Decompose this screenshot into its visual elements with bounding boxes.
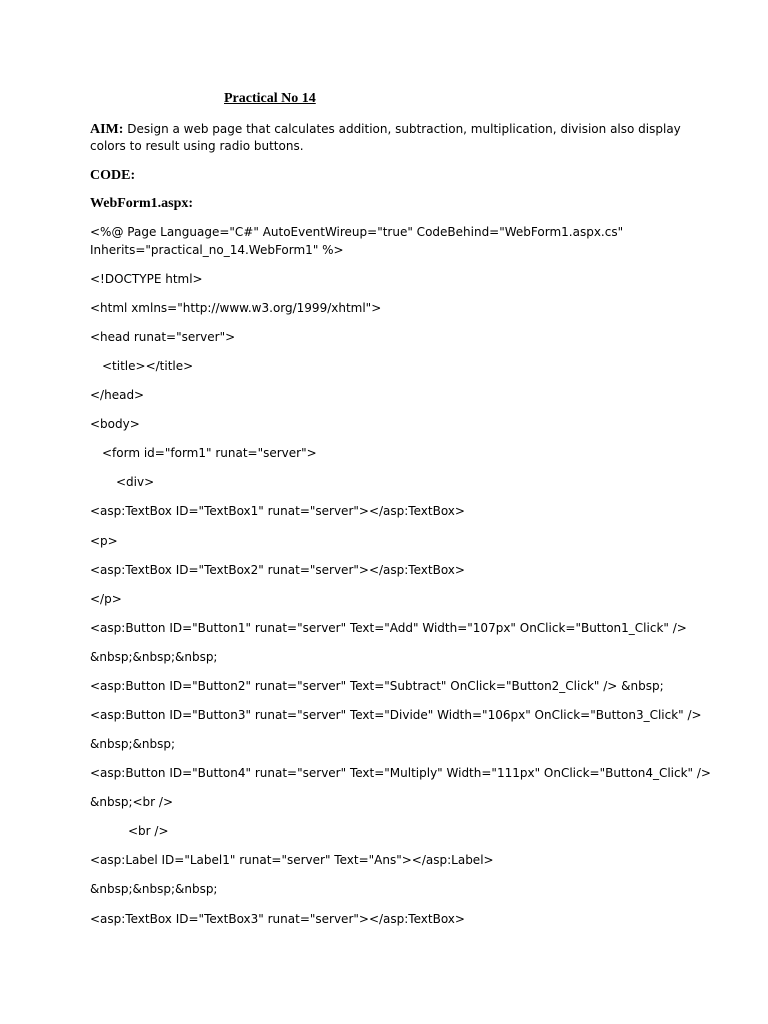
code-line: <div> <box>116 475 155 489</box>
code-line: &nbsp;&nbsp;&nbsp; <box>90 650 218 664</box>
code-line: <html xmlns="http://www.w3.org/1999/xhtml"> <box>90 301 382 315</box>
code-line: <body> <box>90 417 140 431</box>
code-line: <asp:TextBox ID="TextBox3" runat="server"></asp:TextBox> <box>90 912 465 926</box>
aim-label: AIM: <box>90 122 124 137</box>
code-line: <!DOCTYPE html> <box>90 272 203 286</box>
aim-text: Design a web page that calculates addition, subtraction, multiplication, division also display colors to result using radio buttons. <box>90 122 681 153</box>
code-line: <%@ Page Language="C#" AutoEventWireup="true" CodeBehind="WebForm1.aspx.cs" <box>90 225 624 239</box>
code-line: <asp:TextBox ID="TextBox1" runat="server"></asp:TextBox> <box>90 504 465 518</box>
code-line: <title></title> <box>102 359 194 373</box>
code-line: <br /> <box>128 824 169 838</box>
code-line: <asp:Button ID="Button1" runat="server" Text="Add" Width="107px" OnClick="Button1_Click" /> <box>90 621 687 635</box>
code-line: &nbsp;<br /> <box>90 795 174 809</box>
code-line: <asp:Button ID="Button4" runat="server" Text="Multiply" Width="111px" OnClick="Button4_Click" /> <box>90 766 711 780</box>
code-line: <asp:Button ID="Button3" runat="server" Text="Divide" Width="106px" OnClick="Button3_Click" /> <box>90 708 702 722</box>
page-title: Practical No 14 <box>224 91 316 106</box>
code-line: <p> <box>90 534 118 548</box>
code-line: Inherits="practical_no_14.WebForm1" %> <box>90 243 344 257</box>
code-line: </p> <box>90 592 122 606</box>
code-line: <asp:TextBox ID="TextBox2" runat="server"></asp:TextBox> <box>90 563 465 577</box>
code-line: <head runat="server"> <box>90 330 236 344</box>
code-line: &nbsp;&nbsp;&nbsp; <box>90 882 218 896</box>
code-line: <form id="form1" runat="server"> <box>102 446 317 460</box>
code-heading: CODE: <box>90 168 136 183</box>
code-line: <asp:Label ID="Label1" runat="server" Text="Ans"></asp:Label> <box>90 853 494 867</box>
code-line: </head> <box>90 388 145 402</box>
file-heading: WebForm1.aspx: <box>90 196 194 211</box>
aim-paragraph <box>90 121 690 155</box>
code-line: &nbsp;&nbsp; <box>90 737 175 751</box>
code-line: <asp:Button ID="Button2" runat="server" Text="Subtract" OnClick="Button2_Click" /> &nbsp; <box>90 679 664 693</box>
